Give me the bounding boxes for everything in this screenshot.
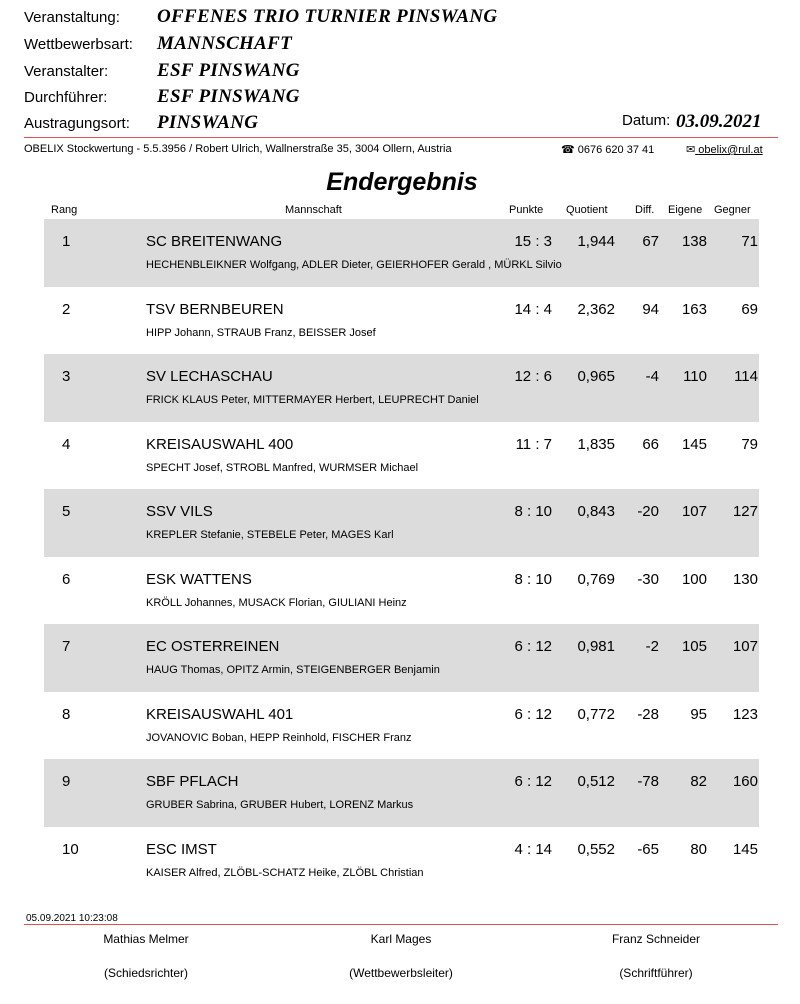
row-team-name: SSV VILS [146, 503, 213, 520]
col-header-eigene: Eigene [668, 204, 703, 216]
phone-number: 0676 620 37 41 [577, 144, 655, 156]
row-points: 6 : 12 [514, 773, 552, 790]
executor-value: ESF PINSWANG [157, 86, 300, 107]
row-points: 8 : 10 [514, 570, 552, 588]
row-diff: -2 [645, 638, 659, 655]
row-opponent-score: 114 [734, 368, 758, 385]
competition-type-value: MANNSCHAFT [157, 33, 292, 54]
row-points: 4 : 14 [514, 840, 552, 858]
row-opponent-score: 107 [732, 638, 758, 655]
row-rank: 4 [62, 435, 71, 453]
row-points: 11 : 7 [515, 435, 552, 453]
row-own-score: 100 [681, 570, 707, 588]
row-quotient: 0,552 [577, 840, 615, 858]
row-own-score: 95 [690, 705, 707, 723]
row-team-name: SBF PFLACH [146, 773, 239, 790]
venue-value: PINSWANG [157, 112, 259, 133]
row-opponent-score: 79 [741, 435, 758, 453]
row-quotient: 0,981 [577, 638, 615, 655]
venue-row [24, 112, 258, 136]
row-own-score: 138 [681, 233, 707, 250]
row-team-name: ESK WATTENS [146, 570, 252, 588]
row-points: 15 : 3 [514, 233, 552, 250]
row-team-name: SC BREITENWANG [146, 233, 283, 250]
organizer-value: ESF PINSWANG [157, 60, 300, 81]
row-opponent-score: 69 [741, 300, 758, 318]
row-quotient: 0,769 [577, 570, 615, 588]
row-diff: -28 [637, 705, 659, 723]
row-points: 6 : 12 [514, 638, 552, 655]
row-diff: -30 [637, 570, 659, 588]
row-opponent-score: 123 [732, 705, 758, 723]
row-points: 12 : 6 [514, 368, 552, 385]
page-title: Endergebnis [326, 168, 478, 196]
row-rank: 9 [62, 773, 71, 790]
row-quotient: 0,512 [577, 773, 615, 790]
phone-info [561, 143, 654, 156]
email-info[interactable] [686, 143, 763, 156]
row-players: KAISER Alfred, ZLÖBL-SCHATZ Heike, ZLÖBL Christian [146, 866, 424, 879]
row-team-name: KREISAUSWAHL 401 [146, 705, 294, 723]
software-info: OBELIX Stockwertung - 5.5.3956 / Robert Ulrich, Wallnerstraße 35, 3004 Ollern, Austria [24, 143, 452, 155]
row-team-name: SV LECHASCHAU [146, 368, 273, 385]
row-players: SPECHT Josef, STROBL Manfred, WURMSER Michael [146, 461, 419, 474]
row-quotient: 2,362 [577, 300, 615, 318]
row-own-score: 110 [683, 368, 707, 385]
row-players: HIPP Johann, STRAUB Franz, BEISSER Josef [146, 326, 376, 339]
event-value: OFFENES TRIO TURNIER PINSWANG [157, 6, 498, 27]
row-players: HAUG Thomas, OPITZ Armin, STEIGENBERGER Benjamin [146, 664, 440, 676]
row-rank: 8 [62, 705, 71, 723]
table-row [44, 557, 759, 625]
row-players: GRUBER Sabrina, GRUBER Hubert, LORENZ Markus [146, 799, 414, 811]
competition-type-row [24, 33, 292, 57]
table-row [44, 692, 759, 760]
row-own-score: 145 [681, 435, 707, 453]
table-row [44, 354, 759, 422]
row-team-name: KREISAUSWAHL 400 [146, 435, 294, 453]
row-points: 6 : 12 [514, 705, 552, 723]
table-row [44, 219, 759, 287]
row-own-score: 163 [681, 300, 707, 318]
row-players: KREPLER Stefanie, STEBELE Peter, MAGES Karl [146, 529, 394, 541]
row-own-score: 82 [690, 773, 707, 790]
row-quotient: 1,944 [577, 233, 615, 250]
row-diff: 67 [642, 233, 659, 250]
row-opponent-score: 130 [732, 570, 758, 588]
date-label: Datum: [622, 112, 671, 129]
row-rank: 3 [62, 368, 71, 385]
row-opponent-score: 145 [732, 840, 758, 858]
row-players: HECHENBLEIKNER Wolfgang, ADLER Dieter, GEIERHOFER Gerald , MÜRKL Silvio [146, 259, 562, 271]
col-header-quotient: Quotient [566, 204, 608, 216]
row-opponent-score: 71 [741, 233, 758, 250]
date-value: 03.09.2021 [676, 111, 762, 132]
row-diff: -4 [645, 368, 659, 385]
row-players: KRÖLL Johannes, MUSACK Florian, GIULIANI Heinz [146, 596, 407, 609]
row-rank: 1 [62, 233, 71, 250]
col-header-rang: Rang [51, 204, 78, 216]
row-rank: 2 [62, 300, 71, 318]
row-rank: 6 [62, 570, 71, 588]
col-header-mannschaft: Mannschaft [285, 204, 342, 216]
col-header-gegner: Gegner [714, 204, 751, 216]
organizer-row [24, 60, 300, 84]
table-row [44, 624, 759, 692]
table-row [44, 827, 759, 895]
telephone-icon: ☎ [561, 144, 575, 156]
competition-type-label: Wettbewerbsart: [24, 36, 133, 53]
row-team-name: EC OSTERREINEN [146, 638, 280, 655]
row-own-score: 105 [681, 638, 707, 655]
executor-label: Durchführer: [24, 89, 108, 106]
event-label: Veranstaltung: [24, 9, 120, 26]
row-quotient: 0,965 [577, 368, 615, 385]
email-address[interactable]: obelix@rul.at [698, 144, 763, 156]
row-own-score: 107 [681, 503, 707, 520]
row-quotient: 1,835 [577, 435, 615, 453]
row-rank: 7 [62, 638, 71, 655]
row-points: 8 : 10 [514, 503, 552, 520]
signature-name-competition-lead: Karl Mages [370, 932, 432, 946]
row-team-name: ESC IMST [146, 840, 217, 858]
col-header-punkte: Punkte [509, 204, 544, 216]
row-points: 14 : 4 [514, 300, 552, 318]
signature-name-referee: Mathias Melmer [103, 932, 189, 946]
row-quotient: 0,843 [577, 503, 615, 520]
row-players: JOVANOVIC Boban, HEPP Reinhold, FISCHER Franz [146, 731, 412, 744]
table-row [44, 489, 759, 557]
signature-role-referee: (Schiedsrichter) [103, 966, 189, 980]
envelope-icon: ✉ [686, 144, 696, 156]
table-row [44, 287, 759, 355]
col-header-diff: Diff. [635, 204, 655, 216]
executor-row [24, 86, 300, 110]
event-row [24, 6, 497, 30]
row-team-name: TSV BERNBEUREN [146, 300, 284, 318]
table-row [44, 422, 759, 490]
signature-role-secretary: (Schriftführer) [619, 966, 693, 980]
row-diff: -20 [637, 503, 659, 520]
row-players: FRICK KLAUS Peter, MITTERMAYER Herbert, LEUPRECHT Daniel [146, 394, 479, 406]
row-rank: 10 [62, 840, 79, 858]
row-opponent-score: 160 [732, 773, 758, 790]
header-divider [24, 137, 778, 138]
row-diff: -78 [637, 773, 659, 790]
venue-label: Austragungsort: [24, 115, 130, 132]
print-timestamp: 05.09.2021 10:23:08 [26, 913, 118, 924]
row-quotient: 0,772 [577, 705, 615, 723]
footer-divider [24, 924, 778, 925]
row-diff: 94 [642, 300, 659, 318]
row-diff: -65 [637, 840, 659, 858]
row-diff: 66 [642, 435, 659, 453]
row-own-score: 80 [690, 840, 707, 858]
signature-role-competition-lead: (Wettbewerbsleiter) [349, 966, 453, 980]
row-opponent-score: 127 [732, 503, 758, 520]
signature-name-secretary: Franz Schneider [611, 932, 701, 946]
table-row [44, 759, 759, 827]
organizer-label: Veranstalter: [24, 63, 109, 80]
row-rank: 5 [62, 503, 71, 520]
